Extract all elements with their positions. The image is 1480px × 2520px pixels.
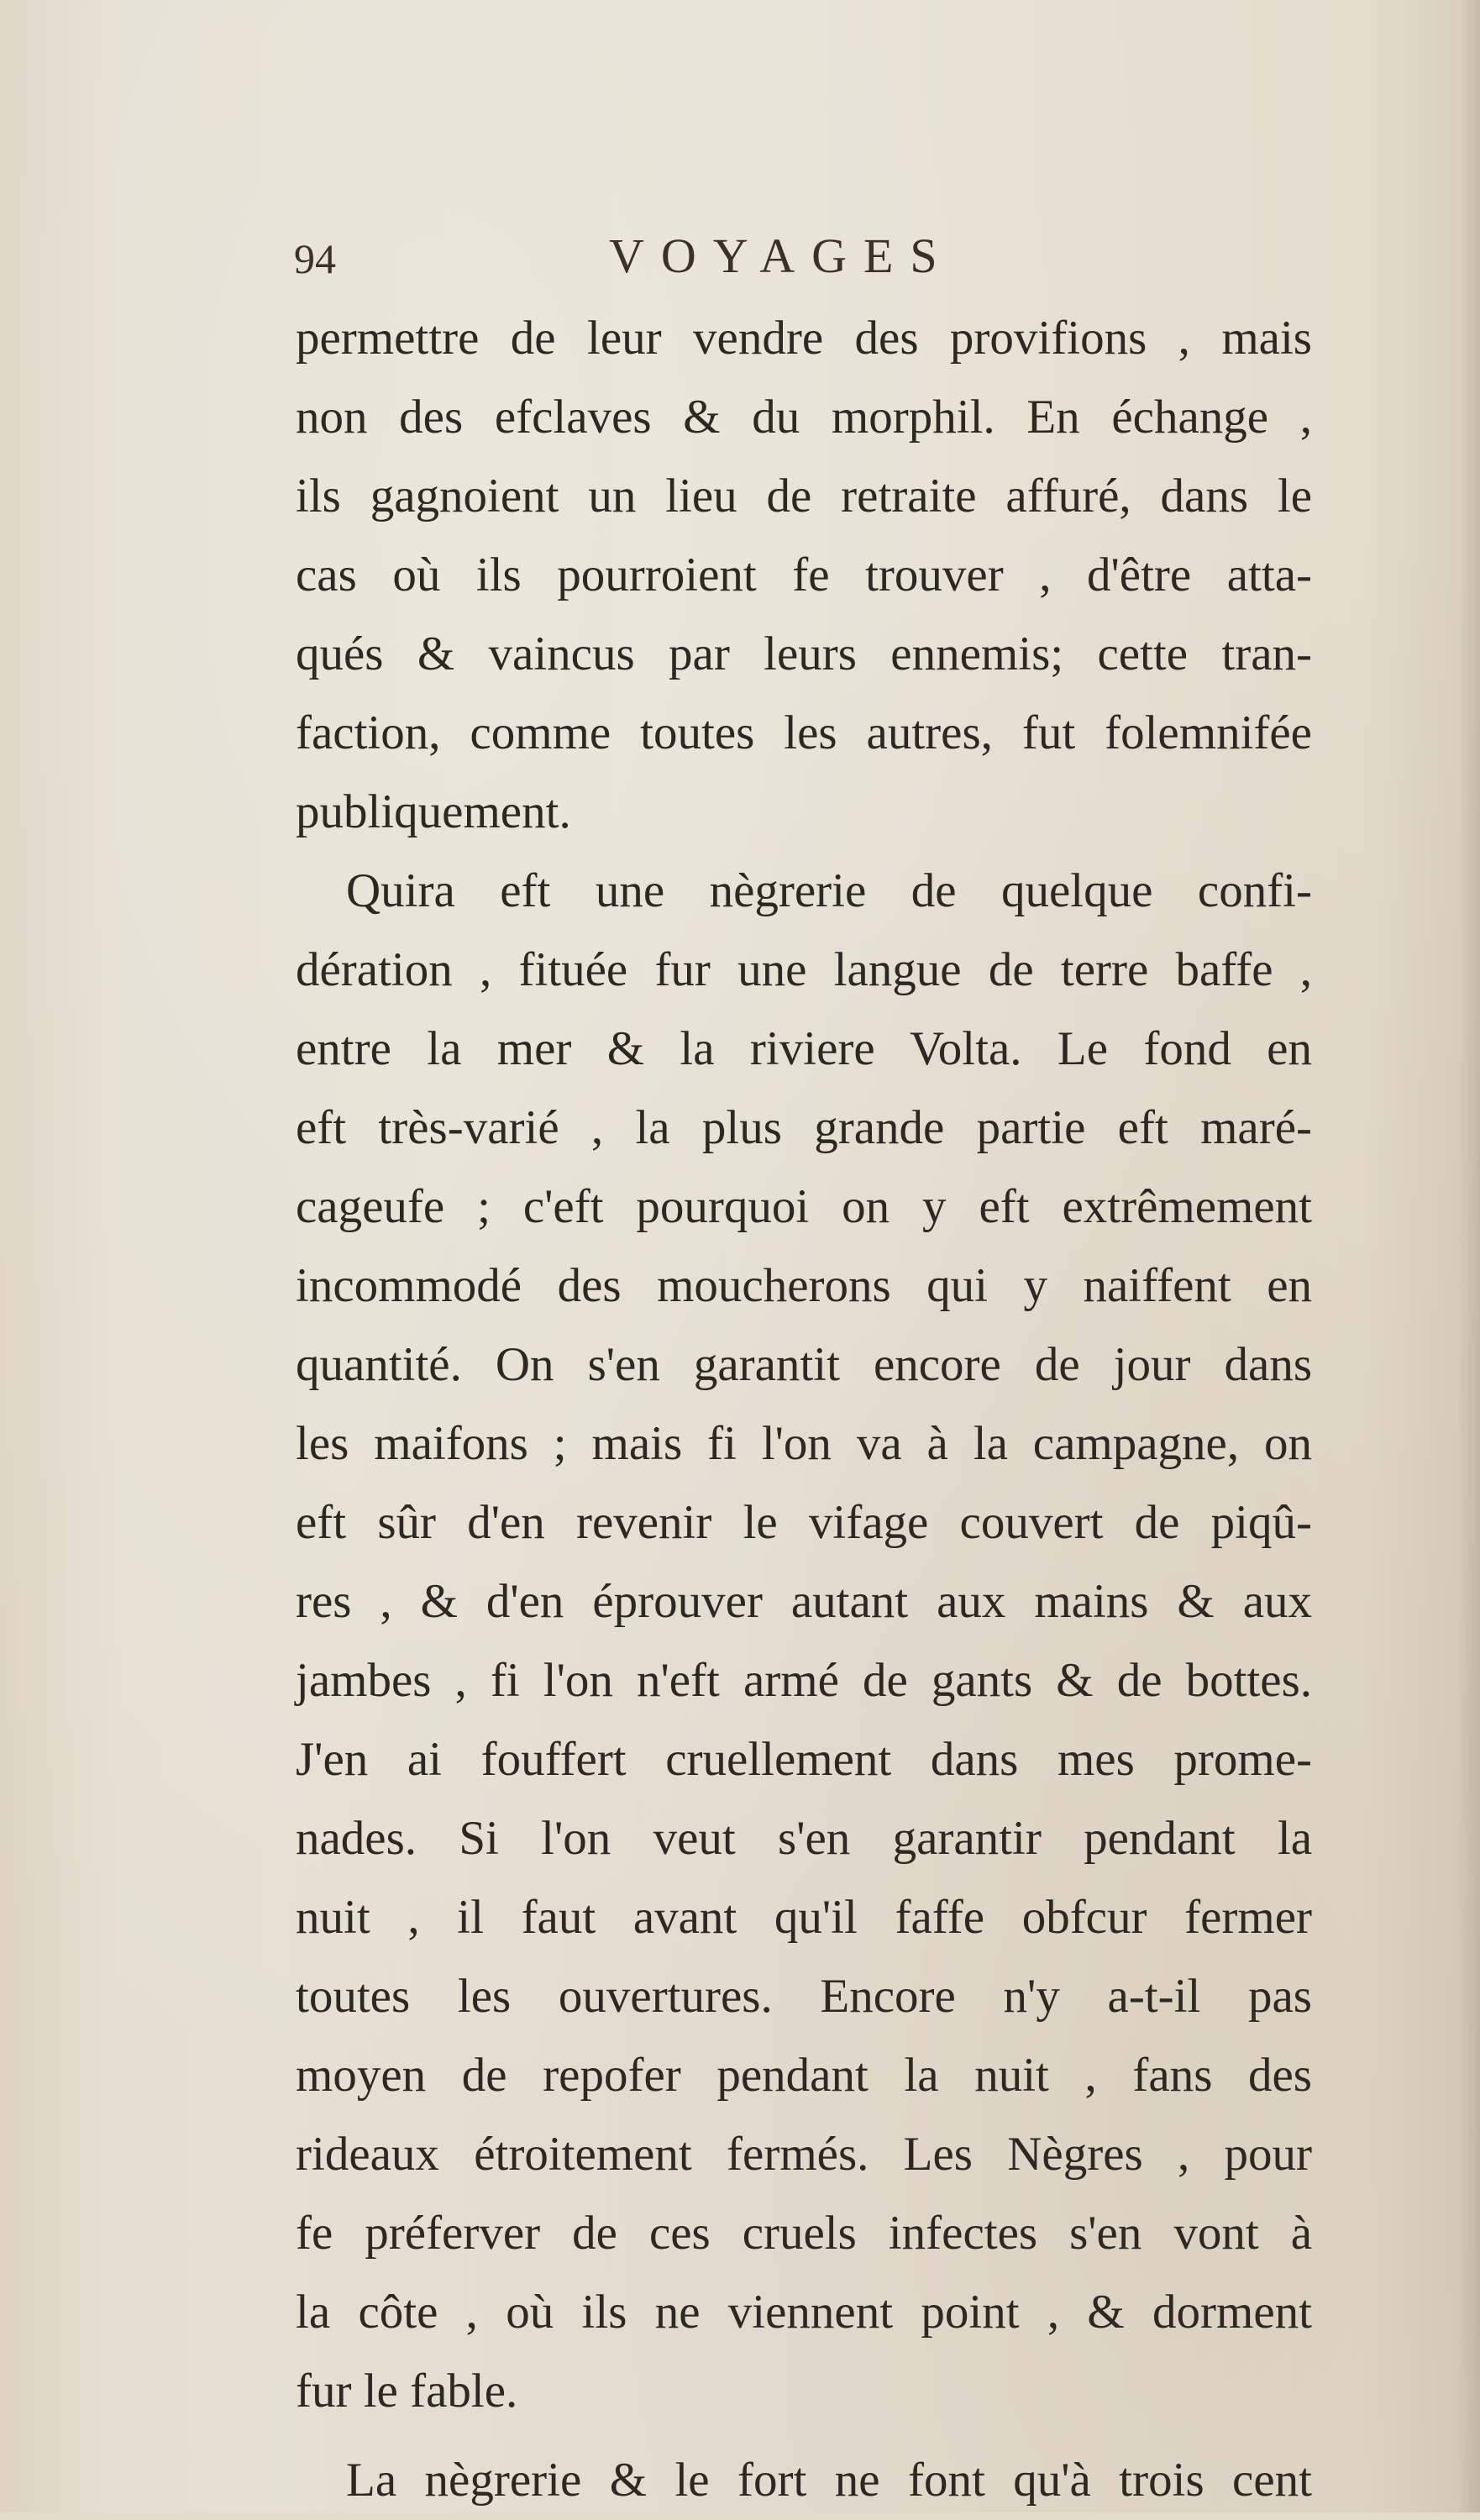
text-line: jambes , fi l'on n'eft armé de gants & de bottes.	[296, 1654, 1312, 1707]
text-line: moyen de repofer pendant la nuit , fans des	[296, 2049, 1312, 2102]
paragraph-gap	[296, 2431, 1312, 2441]
page-header	[294, 227, 1260, 294]
text-line: Quira eft une nègrerie de quelque confi-	[346, 864, 1312, 917]
text-line: fe préferver de ces cruels infectes s'en vont à	[296, 2207, 1312, 2260]
page-edge-shadow	[1458, 0, 1480, 2512]
text-line: publiquement.	[296, 785, 571, 838]
text-line: entre la mer & la riviere Volta. Le fond en	[296, 1022, 1312, 1075]
text-line: cageufe ; c'eft pourquoi on y eft extrêmement	[296, 1180, 1312, 1233]
text-line: eft très-varié , la plus grande partie eft maré-	[296, 1101, 1312, 1154]
text-line: fur le fable.	[296, 2365, 518, 2418]
text-line: la côte , où ils ne viennent point , & dorment	[296, 2286, 1312, 2339]
text-line: rideaux étroitement fermés. Les Nègres , pour	[296, 2128, 1312, 2181]
text-line: toutes les ouvertures. Encore n'y a-t-il pas	[296, 1970, 1312, 2023]
text-line: La nègrerie & le fort ne font qu'à trois cent	[346, 2454, 1312, 2507]
body-text	[296, 299, 1312, 2520]
text-line: nuit , il faut avant qu'il faffe obfcur fermer	[296, 1891, 1312, 1944]
text-line: dération , fituée fur une langue de terre baffe ,	[296, 943, 1312, 996]
text-line: res , & d'en éprouver autant aux mains & aux	[296, 1575, 1312, 1628]
text-line: eft sûr d'en revenir le vifage couvert de piqû-	[296, 1496, 1312, 1549]
text-line: nades. Si l'on veut s'en garantir pendant la	[296, 1812, 1312, 1865]
text-line: quantité. On s'en garantit encore de jour dans	[296, 1338, 1312, 1391]
page-number: 94	[294, 235, 336, 282]
text-line: permettre de leur vendre des provifions , mais	[296, 312, 1312, 365]
text-line: incommodé des moucherons qui y naiffent en	[296, 1259, 1312, 1312]
text-line: J'en ai fouffert cruellement dans mes prome-	[296, 1733, 1312, 1786]
text-line: les maifons ; mais fi l'on va à la campagne, on	[296, 1417, 1312, 1470]
text-line: non des efclaves & du morphil. En échange ,	[296, 391, 1312, 444]
text-line: faction, comme toutes les autres, fut folemnifée	[296, 706, 1312, 759]
text-line: qués & vaincus par leurs ennemis; cette tran-	[296, 627, 1312, 680]
text-line: cas où ils pourroient fe trouver , d'être atta-	[296, 549, 1312, 601]
running-head: VOYAGES	[609, 228, 954, 283]
text-line: ils gagnoient un lieu de retraite affuré, dans le	[296, 470, 1312, 522]
